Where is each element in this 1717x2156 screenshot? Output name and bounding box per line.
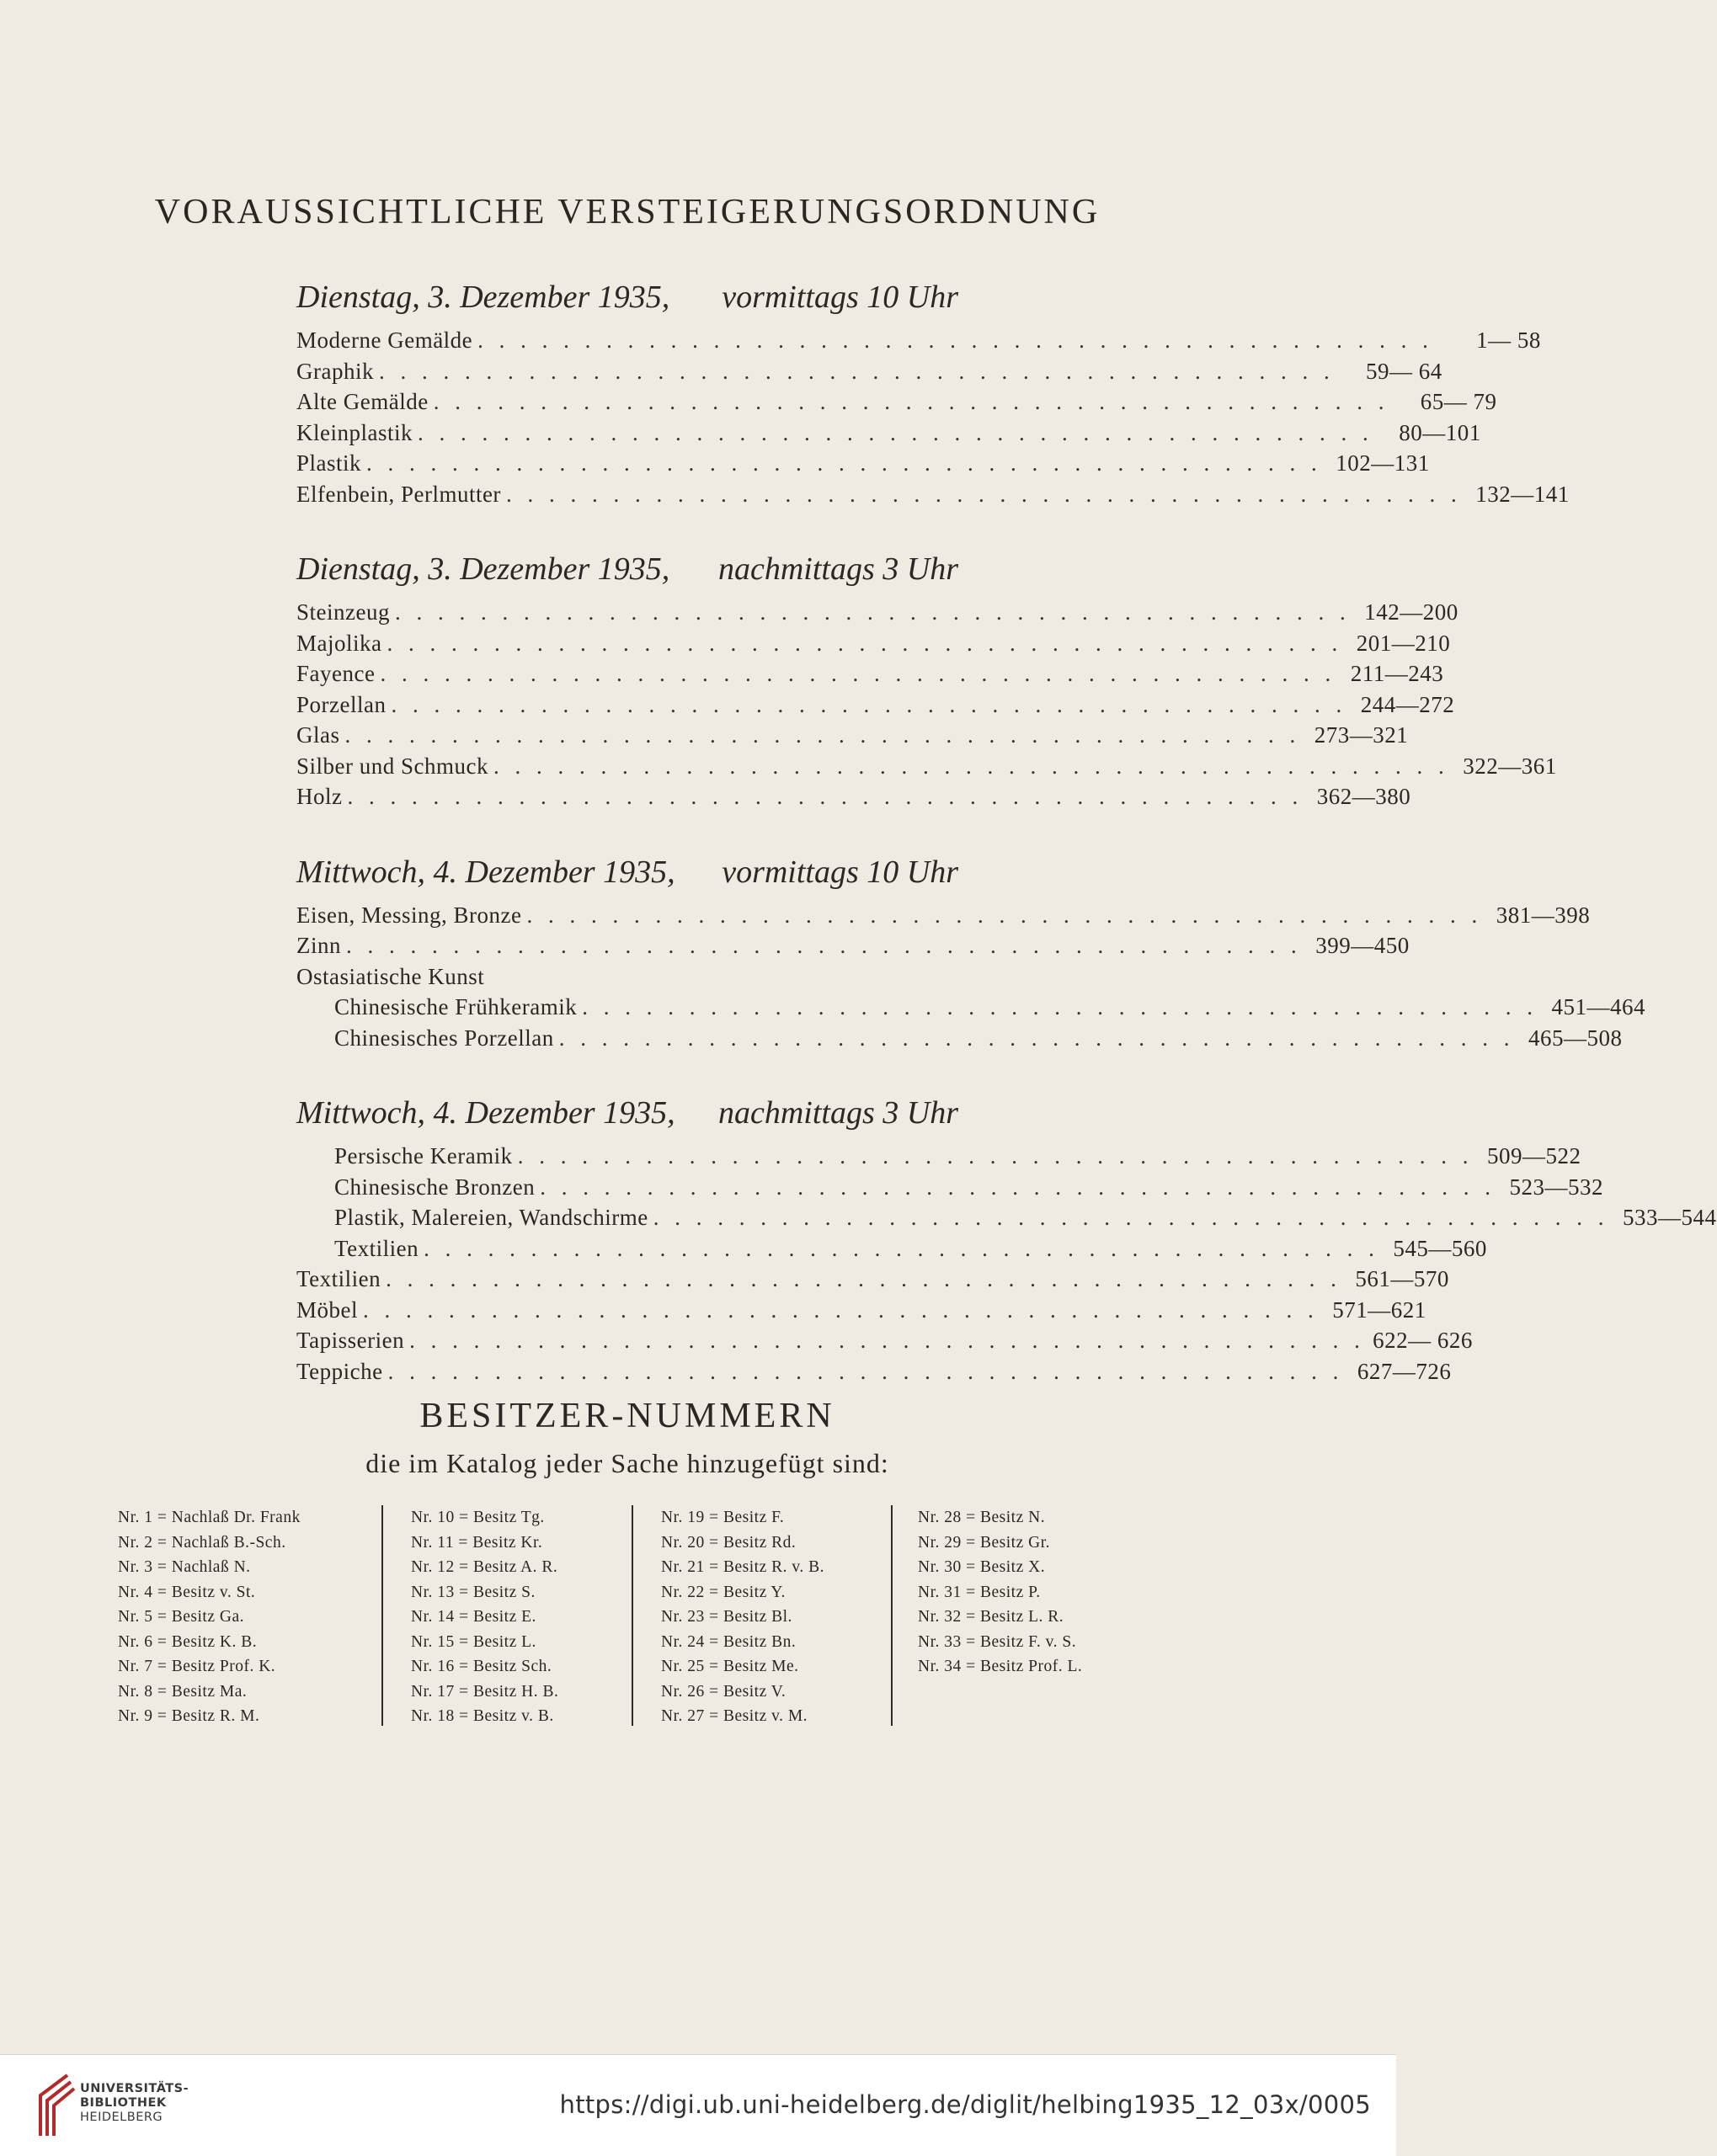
item-range: 523—532 — [1509, 1174, 1603, 1200]
owner-entry: Nr. 12 = Besitz A. R. — [411, 1558, 558, 1576]
leader-dots: . . . . . . . . . . . . . . . . . . . . . . . . . . . . . . . . . . . . . . . . . . . . . — [477, 327, 1433, 353]
schedule-row — [296, 448, 1430, 479]
item-label: Tapisserien — [296, 1328, 405, 1353]
owner-entry: Nr. 27 = Besitz v. M. — [661, 1707, 808, 1725]
leader-dots: . . . . . . . . . . . . . . . . . . . . . . . . . . . . . . . . . . . . . . . . . . . . . — [517, 1143, 1474, 1168]
auction-schedule — [296, 278, 1717, 1427]
item-range: 132—141 — [1475, 481, 1570, 507]
schedule-row — [296, 689, 1455, 721]
item-label: Moderne Gemälde — [296, 327, 473, 353]
item-range: 571—621 — [1332, 1296, 1426, 1323]
owner-entry: Nr. 4 = Besitz v. St. — [118, 1583, 256, 1601]
column-divider — [632, 1505, 633, 1726]
owner-column — [118, 1505, 301, 1729]
owner-entry: Nr. 13 = Besitz S. — [411, 1583, 536, 1601]
owner-entry: Nr. 29 = Besitz Gr. — [918, 1533, 1050, 1552]
owner-entry: Nr. 7 = Besitz Prof. K. — [118, 1658, 276, 1675]
viewer-footer — [0, 2054, 1396, 2156]
leader-dots: . . . . . . . . . . . . . . . . . . . . . . . . . . . . . . . . . . . . . . . . . . . . . — [582, 994, 1538, 1019]
item-label: Graphik — [296, 358, 374, 384]
item-range: 142—200 — [1364, 599, 1458, 625]
item-label: Textilien — [296, 1266, 381, 1291]
leader-dots: . . . . . . . . . . . . . . . . . . . . . . . . . . . . . . . . . . . . . . . . . . . . . — [387, 1358, 1344, 1384]
item-range: 561—570 — [1355, 1266, 1449, 1291]
schedule-row — [296, 900, 1591, 931]
item-label: Teppiche — [296, 1358, 383, 1384]
leader-dots: . . . . . . . . . . . . . . . . . . . . . . . . . . . . . . . . . . . . . . . . . . . . . — [417, 419, 1373, 445]
owner-entry: Nr. 33 = Besitz F. v. S. — [918, 1632, 1077, 1651]
item-range: 465—508 — [1528, 1025, 1623, 1051]
item-range: 545—560 — [1393, 1235, 1487, 1261]
session-heading — [296, 278, 958, 317]
schedule-row — [296, 751, 1557, 782]
item-label: Steinzeug — [296, 599, 390, 625]
item-label: Eisen, Messing, Bronze — [296, 902, 522, 928]
item-range: 533—544 — [1623, 1205, 1717, 1230]
leader-dots: . . . . . . . . . . . . . . . . . . . . . . . . . . . . . . . . . . . . . . . . . . . . . — [424, 1235, 1379, 1261]
owner-entry: Nr. 28 = Besitz N. — [918, 1509, 1046, 1526]
schedule-row — [296, 781, 1411, 812]
owner-entry: Nr. 26 = Besitz V. — [661, 1682, 787, 1701]
schedule-row — [296, 1295, 1426, 1326]
session-day: Dienstag, 3. Dezember 1935, — [296, 279, 670, 315]
owner-entry: Nr. 22 = Besitz Y. — [661, 1583, 786, 1601]
owner-entry: Nr. 2 = Nachlaß B.-Sch. — [118, 1533, 286, 1552]
leader-dots: . . . . . . . . . . . . . . . . . . . . . . . . . . . . . . . . . . . . . . . . . . . . . — [493, 753, 1449, 779]
owner-entry: Nr. 24 = Besitz Bn. — [661, 1632, 797, 1651]
item-range: 362—380 — [1316, 784, 1411, 809]
leader-dots: . . . . . . . . . . . . . . . . . . . . . . . . . . . . . . . . . . . . . . . . . . . . . — [409, 1328, 1365, 1353]
session-block — [296, 550, 1557, 812]
leader-dots: . . . . . . . . . . . . . . . . . . . . . . . . . . . . . . . . . . . . . . . . . . . . . — [505, 481, 1462, 507]
leader-dots: . . . . . . . . . . . . . . . . . . . . . . . . . . . . . . . . . . . . . . . . . . . . . — [387, 630, 1343, 656]
leader-dots: . . . . . . . . . . . . . . . . . . . . . . . . . . . . . . . . . . . . . . . . . . . . . — [540, 1174, 1496, 1200]
owner-entry: Nr. 17 = Besitz H. B. — [411, 1682, 559, 1701]
item-label: Plastik — [296, 450, 362, 476]
item-range: 211—243 — [1350, 661, 1444, 686]
leader-dots: . . . . . . . . . . . . . . . . . . . . . . . . . . . . . . . . . . . . . . . . . . . . . — [347, 784, 1304, 809]
item-range: 622— 626 — [1373, 1328, 1473, 1353]
item-label: Porzellan — [296, 691, 387, 717]
library-name-line2: BIBLIOTHEK — [80, 2096, 167, 2110]
schedule-row — [296, 1202, 1717, 1233]
library-name[interactable] — [80, 2082, 189, 2125]
column-divider — [381, 1505, 383, 1726]
schedule-row — [296, 386, 1497, 418]
library-name-line1: UNIVERSITÄTS- — [80, 2082, 189, 2095]
item-range: 65— 79 — [1420, 389, 1497, 414]
owner-numbers-table — [118, 1505, 1149, 1724]
page-title: VORAUSSICHTLICHE VERSTEIGERUNGSORDNUNG — [154, 193, 1101, 232]
session-heading — [296, 1094, 958, 1132]
item-label: Plastik, Malereien, Wandschirme — [334, 1205, 648, 1230]
owner-column — [661, 1505, 824, 1729]
leader-dots: . . . . . . . . . . . . . . . . . . . . . . . . . . . . . . . . . . . . . . . . . . . . . — [378, 358, 1335, 384]
owner-entry: Nr. 18 = Besitz v. B. — [411, 1707, 554, 1725]
owner-entry: Nr. 20 = Besitz Rd. — [661, 1533, 797, 1552]
item-range: 201—210 — [1356, 630, 1451, 656]
schedule-row — [296, 720, 1409, 751]
leader-dots: . . . . . . . . . . . . . . . . . . . . . . . . . . . . . . . . . . . . . . . . . . . . . — [653, 1205, 1609, 1230]
schedule-row — [296, 356, 1442, 387]
schedule-row — [296, 1356, 1452, 1387]
schedule-row — [296, 658, 1444, 689]
session-block — [296, 853, 1645, 1054]
session-time: nachmittags 3 Uhr — [718, 1095, 958, 1131]
owner-entry: Nr. 25 = Besitz Me. — [661, 1658, 799, 1675]
item-label: Alte Gemälde — [296, 389, 429, 414]
leader-dots: . . . . . . . . . . . . . . . . . . . . . . . . . . . . . . . . . . . . . . . . . . . . . — [346, 933, 1302, 958]
owner-entry: Nr. 14 = Besitz E. — [411, 1608, 536, 1626]
owner-entry: Nr. 5 = Besitz Ga. — [118, 1608, 244, 1626]
schedule-row — [296, 961, 958, 993]
schedule-row — [296, 930, 1410, 961]
besitzer-title: BESITZER-NUMMERN — [419, 1397, 835, 1435]
leader-dots: . . . . . . . . . . . . . . . . . . . . . . . . . . . . . . . . . . . . . . . . . . . . . — [391, 691, 1347, 717]
item-label: Persische Keramik — [334, 1143, 513, 1168]
leader-dots: . . . . . . . . . . . . . . . . . . . . . . . . . . . . . . . . . . . . . . . . . . . . . — [558, 1025, 1515, 1051]
schedule-row — [296, 1264, 1449, 1295]
leader-dots: . . . . . . . . . . . . . . . . . . . . . . . . . . . . . . . . . . . . . . . . . . . . . — [394, 599, 1351, 625]
schedule-row — [296, 325, 1541, 356]
schedule-row — [296, 628, 1451, 659]
owner-entry: Nr. 1 = Nachlaß Dr. Frank — [118, 1509, 301, 1526]
owner-entry: Nr. 23 = Besitz Bl. — [661, 1608, 792, 1626]
leader-dots: . . . . . . . . . . . . . . . . . . . . . . . . . . . . . . . . . . . . . . . . . . . . . — [344, 722, 1301, 748]
leader-dots: . . . . . . . . . . . . . . . . . . . . . . . . . . . . . . . . . . . . . . . . . . . . . — [380, 661, 1336, 686]
item-range: 59— 64 — [1365, 358, 1442, 384]
item-range: 244—272 — [1360, 691, 1455, 717]
item-range: 627—726 — [1357, 1358, 1452, 1384]
owner-entry: Nr. 9 = Besitz R. M. — [118, 1707, 260, 1725]
owner-entry: Nr. 34 = Besitz Prof. L. — [918, 1658, 1083, 1675]
session-day: Dienstag, 3. Dezember 1935, — [296, 551, 670, 587]
item-label: Fayence — [296, 661, 376, 686]
session-day: Mittwoch, 4. Dezember 1935, — [296, 854, 675, 890]
session-heading — [296, 853, 958, 892]
owner-entry: Nr. 8 = Besitz Ma. — [118, 1682, 248, 1701]
owner-entry: Nr. 6 = Besitz K. B. — [118, 1632, 258, 1651]
item-label: Majolika — [296, 630, 382, 656]
owner-entry: Nr. 21 = Besitz R. v. B. — [661, 1558, 824, 1576]
item-range: 80—101 — [1399, 419, 1481, 445]
leader-dots: . . . . . . . . . . . . . . . . . . . . . . . . . . . . . . . . . . . . . . . . . . . . . — [386, 1266, 1341, 1291]
column-divider — [891, 1505, 893, 1726]
item-label: Ostasiatische Kunst — [296, 963, 485, 989]
item-label: Holz — [296, 784, 343, 809]
owner-entry: Nr. 11 = Besitz Kr. — [411, 1533, 543, 1552]
session-heading — [296, 550, 958, 588]
item-label: Chinesisches Porzellan — [334, 1025, 554, 1051]
item-label: Silber und Schmuck — [296, 753, 488, 779]
session-block — [296, 1094, 1717, 1387]
schedule-row — [296, 1023, 1623, 1054]
schedule-row — [296, 597, 1458, 628]
besitzer-subtitle: die im Katalog jeder Sache hinzugefügt sind: — [365, 1448, 889, 1478]
item-label: Zinn — [296, 933, 341, 958]
owner-entry: Nr. 31 = Besitz P. — [918, 1583, 1041, 1601]
schedule-row — [296, 992, 1645, 1023]
schedule-row — [296, 479, 1570, 510]
session-time: nachmittags 3 Uhr — [718, 551, 958, 587]
item-label: Chinesische Frühkeramik — [334, 994, 578, 1019]
item-range: 322—361 — [1463, 753, 1557, 779]
item-range: 102—131 — [1336, 450, 1430, 476]
owner-entry: Nr. 15 = Besitz L. — [411, 1632, 536, 1651]
item-range: 1— 58 — [1476, 327, 1541, 353]
owner-entry: Nr. 16 = Besitz Sch. — [411, 1658, 552, 1675]
item-label: Textilien — [334, 1235, 419, 1261]
owner-entry: Nr. 3 = Nachlaß N. — [118, 1558, 251, 1576]
leader-dots: . . . . . . . . . . . . . . . . . . . . . . . . . . . . . . . . . . . . . . . . . . . . . — [366, 450, 1322, 476]
item-label: Glas — [296, 722, 340, 748]
schedule-row — [296, 1141, 1581, 1172]
leader-dots: . . . . . . . . . . . . . . . . . . . . . . . . . . . . . . . . . . . . . . . . . . . . . — [363, 1296, 1319, 1323]
item-range: 509—522 — [1486, 1143, 1581, 1168]
session-day: Mittwoch, 4. Dezember 1935, — [296, 1095, 675, 1131]
owner-entry: Nr. 19 = Besitz F. — [661, 1509, 785, 1526]
item-label: Elfenbein, Perlmutter — [296, 481, 501, 507]
owner-entry: Nr. 30 = Besitz X. — [918, 1558, 1046, 1576]
schedule-row — [296, 1172, 1603, 1203]
owner-entry: Nr. 10 = Besitz Tg. — [411, 1509, 545, 1526]
item-range: 399—450 — [1315, 933, 1410, 958]
leader-dots: . . . . . . . . . . . . . . . . . . . . . . . . . . . . . . . . . . . . . . . . . . . . . — [433, 389, 1389, 414]
owner-column — [411, 1505, 558, 1729]
session-block — [296, 278, 1570, 509]
item-range: 273—321 — [1314, 722, 1409, 748]
item-label: Chinesische Bronzen — [334, 1174, 536, 1200]
owner-entry: Nr. 32 = Besitz L. R. — [918, 1608, 1064, 1626]
item-range: 451—464 — [1551, 994, 1645, 1019]
leader-dots: . . . . . . . . . . . . . . . . . . . . . . . . . . . . . . . . . . . . . . . . . . . . . — [526, 902, 1483, 928]
library-name-line3: HEIDELBERG — [80, 2111, 163, 2124]
owner-column — [918, 1505, 1082, 1680]
schedule-row — [296, 1233, 1487, 1264]
item-label: Möbel — [296, 1296, 358, 1323]
schedule-row — [296, 1325, 1473, 1356]
session-time: vormittags 10 Uhr — [722, 854, 958, 890]
item-label: Kleinplastik — [296, 419, 413, 445]
session-time: vormittags 10 Uhr — [722, 279, 958, 315]
item-range: 381—398 — [1496, 902, 1591, 928]
schedule-row — [296, 418, 1481, 449]
permalink-url[interactable]: https://digi.ub.uni-heidelberg.de/diglit/helbing1935_12_03x/0005 — [559, 2090, 1371, 2119]
